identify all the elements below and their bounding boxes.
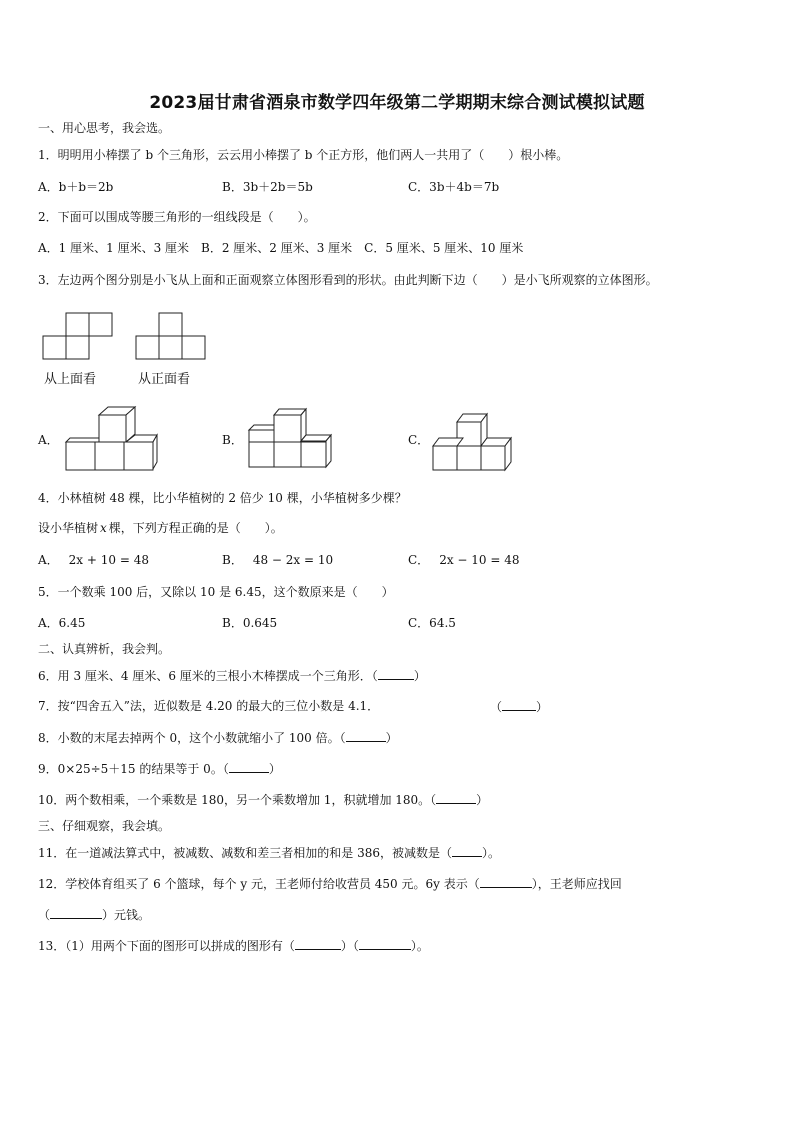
q5-option-a: A．6.45 xyxy=(38,616,86,630)
q7-answer xyxy=(490,698,548,715)
q3-option-a-label: A． xyxy=(38,433,59,447)
question-4-sub xyxy=(38,520,283,536)
q7-answer-blank[interactable] xyxy=(502,698,536,711)
question-12-cont xyxy=(38,906,150,923)
q4-option-b xyxy=(222,552,333,568)
q8-answer-blank[interactable] xyxy=(346,729,386,742)
question-5: 5．一个数乘 100 后，又除以 10 是 6.45，这个数原来是（ ） xyxy=(38,585,394,599)
q12-mid: ），王老师应找回 xyxy=(531,877,622,891)
q13-close: ）。 xyxy=(410,939,429,953)
q1-option-c: C．3b＋4b＝7b xyxy=(408,180,500,194)
q7-open: （ xyxy=(490,700,503,714)
section-heading-2: 二、认真辨析，我会判。 xyxy=(38,642,171,656)
q4-sub-var: x xyxy=(100,521,107,535)
q8-close: ） xyxy=(385,731,398,745)
q12-text: 12．学校体育组买了 6 个篮球，每个 y 元，王老师付给收营员 450 元。6y 表示（ xyxy=(38,877,480,891)
q2-options: A．1 厘米、1 厘米、3 厘米 B．2 厘米、2 厘米、3 厘米 C．5 厘米、5 厘米、10 厘米 xyxy=(38,241,524,255)
q3-option-b-label: B． xyxy=(222,433,243,447)
q1-option-a: A．b＋b＝2b xyxy=(38,180,114,194)
q4-option-b-label: B． xyxy=(222,553,243,567)
q11-answer-blank[interactable] xyxy=(452,844,482,857)
q3-option-a-solid xyxy=(64,405,164,475)
front-view-label: 从正面看 xyxy=(138,372,191,387)
q4-option-c-label: C． xyxy=(408,553,430,567)
question-8 xyxy=(38,729,398,746)
q6-close: ） xyxy=(413,669,426,683)
top-view-label: 从上面看 xyxy=(44,372,97,387)
q13-answer-blank-1[interactable] xyxy=(295,937,341,950)
q4-option-a-eq: 2x + 10 = 48 xyxy=(68,553,149,567)
q5-option-b: B．0.645 xyxy=(222,616,278,630)
q13-mid: ）（ xyxy=(340,939,359,953)
question-13 xyxy=(38,937,429,954)
q4-option-c xyxy=(408,552,520,568)
q4-option-a xyxy=(38,552,149,568)
q12-end: ）元钱。 xyxy=(102,908,151,922)
q10-answer-blank[interactable] xyxy=(436,791,476,804)
q7-text: 7．按“四舍五入”法，近似数是 4.20 的最大的三位小数是 4.1． xyxy=(38,699,380,713)
q4-sub-post: 棵，下列方程正确的是（ ）。 xyxy=(108,521,283,535)
question-2: 2．下面可以围成等腰三角形的一组线段是（ ）。 xyxy=(38,210,316,224)
q12-open-2: （ xyxy=(38,908,51,922)
q4-option-a-label: A． xyxy=(38,553,59,567)
q3-option-c-solid xyxy=(431,410,531,475)
question-1: 1．明明用小棒摆了 b 个三角形，云云用小棒摆了 b 个正方形，他们两人一共用了（ ）根小棒。 xyxy=(38,148,569,162)
question-4: 4．小林植树 48 棵，比小华植树的 2 倍少 10 棵，小华植树多少棵？ xyxy=(38,491,407,505)
question-12 xyxy=(38,875,622,892)
q9-close: ） xyxy=(268,762,281,776)
question-7 xyxy=(38,698,379,714)
q4-sub-pre: 设小华植树 xyxy=(38,521,99,535)
q11-close: ）。 xyxy=(482,846,501,860)
q6-text: 6．用 3 厘米、4 厘米、6 厘米的三根小木棒摆成一个三角形．（ xyxy=(38,669,378,683)
section-heading-1: 一、用心思考，我会选。 xyxy=(38,121,171,135)
q12-answer-blank-1[interactable] xyxy=(480,875,532,888)
q6-answer-blank[interactable] xyxy=(378,667,414,680)
question-11 xyxy=(38,844,500,861)
q4-option-c-eq: 2x − 10 = 48 xyxy=(439,553,520,567)
q11-text: 11．在一道减法算式中，被减数、减数和差三者相加的和是 386，被减数是（ xyxy=(38,846,452,860)
question-6 xyxy=(38,667,426,684)
q12-answer-blank-2[interactable] xyxy=(50,906,102,919)
q9-text: 9．0×25÷5＋15 的结果等于 0。（ xyxy=(38,762,229,776)
q9-answer-blank[interactable] xyxy=(229,760,269,773)
q10-text: 10．两个数相乘，一个乘数是 180，另一个乘数增加 1，积就增加 180。（ xyxy=(38,793,437,807)
q8-text: 8．小数的末尾去掉两个 0，这个小数就缩小了 100 倍。（ xyxy=(38,731,346,745)
question-10 xyxy=(38,791,488,808)
top-view-figure xyxy=(42,312,122,362)
q5-option-c: C．64.5 xyxy=(408,616,456,630)
q7-close: ） xyxy=(536,700,549,714)
q13-text: 13．（1）用两个下面的图形可以拼成的图形有（ xyxy=(38,939,295,953)
page-title: 2023届甘肃省酒泉市数学四年级第二学期期末综合测试模拟试题 xyxy=(149,93,645,113)
question-9 xyxy=(38,760,281,777)
q3-option-b-solid xyxy=(246,405,346,475)
q1-option-b: B．3b＋2b＝5b xyxy=(222,180,313,194)
q3-option-c-label: C． xyxy=(408,433,430,447)
front-view-figure xyxy=(135,312,215,362)
q13-answer-blank-2[interactable] xyxy=(359,937,411,950)
section-heading-3: 三、仔细观察，我会填。 xyxy=(38,819,171,833)
q10-close: ） xyxy=(476,793,489,807)
question-3: 3．左边两个图分别是小飞从上面和正面观察立体图形看到的形状。由此判断下边（ ）是小飞所观察的立体图形。 xyxy=(38,273,658,287)
q4-option-b-eq: 48 − 2x = 10 xyxy=(252,553,334,567)
